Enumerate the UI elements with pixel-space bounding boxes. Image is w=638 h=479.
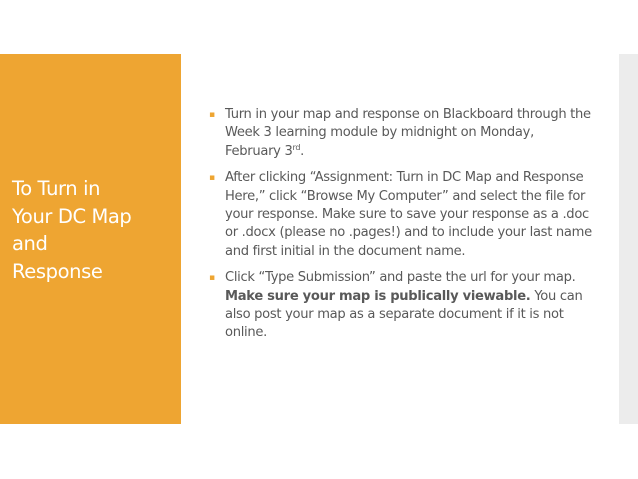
bullet-item bbox=[208, 269, 593, 343]
bullet-text bbox=[225, 169, 593, 261]
title-line: Response bbox=[12, 259, 103, 283]
bullet-item bbox=[208, 106, 593, 161]
bullet-text-part: You can also post your map as a separate document if it is not online. bbox=[225, 288, 583, 341]
ordinal-suffix: rd bbox=[292, 142, 301, 152]
bullet-text bbox=[225, 106, 593, 161]
side-strip bbox=[619, 54, 638, 424]
bullet-list bbox=[208, 106, 593, 351]
bullet-text-part: Turn in your map and response on Blackboard through the Week 3 learning module by midnight on Monday, February 3 bbox=[225, 107, 591, 159]
bullet-square-icon: ▪ bbox=[209, 110, 215, 120]
slide-title bbox=[12, 175, 180, 285]
bullet-text bbox=[225, 269, 593, 343]
bullet-square-icon: ▪ bbox=[209, 173, 215, 184]
bullet-text-part: After clicking “Assignment: Turn in DC Map and Response Here,” click “Browse My Computer” and select the file for your response. Make sure to save your response as a .doc or .docx (please no .pages!) and to include your last name and first initial in the document name. bbox=[225, 170, 592, 259]
title-line: To Turn in bbox=[12, 177, 101, 200]
bullet-text-part: . bbox=[300, 143, 305, 159]
title-line: Your DC Map bbox=[12, 204, 132, 228]
bullet-text-part: Click “Type Submission” and paste the url for your map. bbox=[225, 270, 576, 286]
bullet-item bbox=[208, 169, 593, 261]
bullet-square-icon: ▪ bbox=[209, 273, 215, 284]
bullet-bold-text: Make sure your map is publically viewable. bbox=[225, 288, 531, 304]
title-line: and bbox=[12, 232, 48, 255]
